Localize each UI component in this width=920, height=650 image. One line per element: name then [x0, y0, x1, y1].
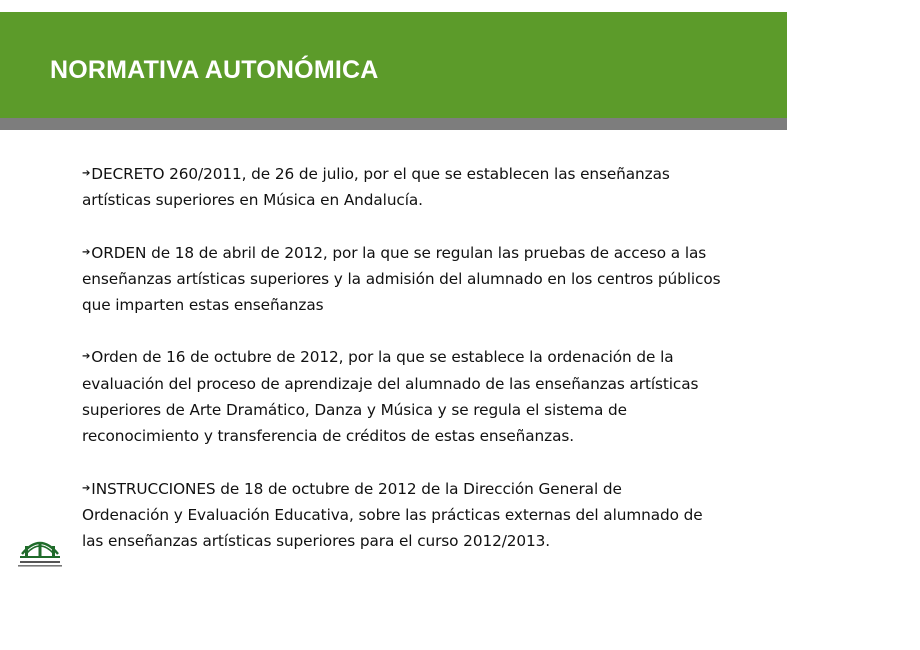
- list-item-line: evaluación del proceso de aprendizaje del alumnado de las enseñanzas artísticas: [82, 374, 699, 393]
- list-item: [82, 476, 772, 555]
- list-item-line: las enseñanzas artísticas superiores para el curso 2012/2013.: [82, 532, 551, 551]
- arrow-right-icon: ➔: [82, 482, 91, 494]
- list-item-line: artísticas superiores en Música en Andalucía.: [82, 191, 423, 210]
- arrow-right-icon: ➔: [82, 246, 91, 258]
- list-item-line: ➔ORDEN de 18 de abril de 2012, por la que se regulan las pruebas de acceso a las: [82, 240, 772, 266]
- list-item-line: superiores de Arte Dramático, Danza y Música y se regula el sistema de: [82, 401, 627, 420]
- page-title: NORMATIVA AUTONÓMICA: [50, 56, 379, 84]
- arrow-right-icon: ➔: [82, 351, 91, 363]
- list-item-line: reconocimiento y transferencia de créditos de estas enseñanzas.: [82, 427, 574, 446]
- regulation-list: [82, 161, 772, 581]
- list-item: [82, 240, 772, 319]
- list-item-line: ➔INSTRUCCIONES de 18 de octubre de 2012 de la Dirección General de: [82, 476, 772, 502]
- list-item-line: ➔Orden de 16 de octubre de 2012, por la que se establece la ordenación de la: [82, 344, 772, 370]
- list-item: [82, 344, 772, 449]
- list-item-line: que imparten estas enseñanzas: [82, 296, 324, 315]
- junta-de-andalucia-logo: [16, 530, 64, 570]
- arrow-right-icon: ➔: [82, 168, 91, 179]
- list-item-line: Ordenación y Evaluación Educativa, sobre las prácticas externas del alumnado de: [82, 505, 703, 524]
- list-item-line: enseñanzas artísticas superiores y la admisión del alumnado en los centros públicos: [82, 269, 721, 288]
- list-item-line: ➔DECRETO 260/2011, de 26 de julio, por el que se establecen las enseñanzas: [82, 161, 772, 187]
- list-item: [82, 161, 772, 214]
- header-divider: [0, 118, 787, 130]
